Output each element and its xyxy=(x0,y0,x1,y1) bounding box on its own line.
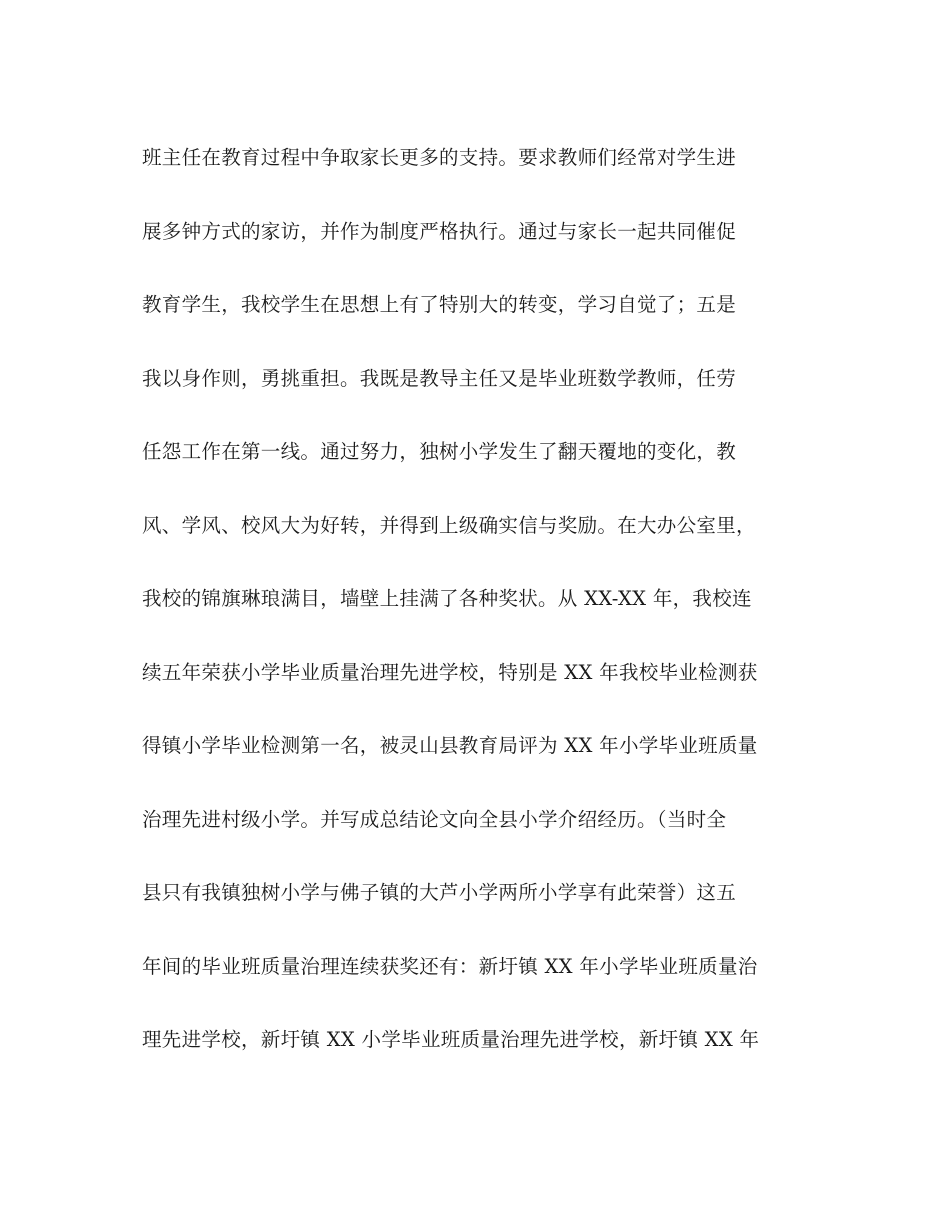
text-line: 治理先进村级小学。并写成总结论文向全县小学介绍经历。（当时全 xyxy=(142,807,727,831)
text-line: 年间的毕业班质量治理连续获奖还有：新圩镇 XX 年小学毕业班质量治 xyxy=(142,954,758,978)
text-line: 得镇小学毕业检测第一名，被灵山县教育局评为 XX 年小学毕业班质量 xyxy=(142,734,758,757)
text-line: 风、学风、校风大为好转，并得到上级确实信与奖励。在大办公室里， xyxy=(142,513,756,537)
body-paragraph xyxy=(142,138,812,1094)
text-line: 班主任在教育过程中争取家长更多的支持。要求教师们经常对学生进 xyxy=(142,146,737,169)
text-line: 县只有我镇独树小学与佛子镇的大芦小学两所小学享有此荣誉）这五 xyxy=(142,881,737,904)
text-line: 理先进学校，新圩镇 XX 小学毕业班质量治理先进学校，新圩镇 XX 年 xyxy=(142,1028,760,1051)
text-line: 续五年荣获小学毕业质量治理先进学校，特别是 XX 年我校毕业检测获 xyxy=(142,660,758,684)
text-line: 任怨工作在第一线。通过努力，独树小学发生了翻天覆地的变化，教 xyxy=(142,440,737,463)
text-line: 教育学生，我校学生在思想上有了特别大的转变，学习自觉了；五是 xyxy=(142,293,737,316)
text-line: 我校的锦旗琳琅满目，墙壁上挂满了各种奖状。从 XX-XX 年，我校连 xyxy=(142,587,752,610)
text-line: 我以身作则，勇挑重担。我既是教导主任又是毕业班数学教师，任劳 xyxy=(142,366,737,390)
text-line: 展多钟方式的家访，并作为制度严格执行。通过与家长一起共同催促 xyxy=(142,219,737,243)
